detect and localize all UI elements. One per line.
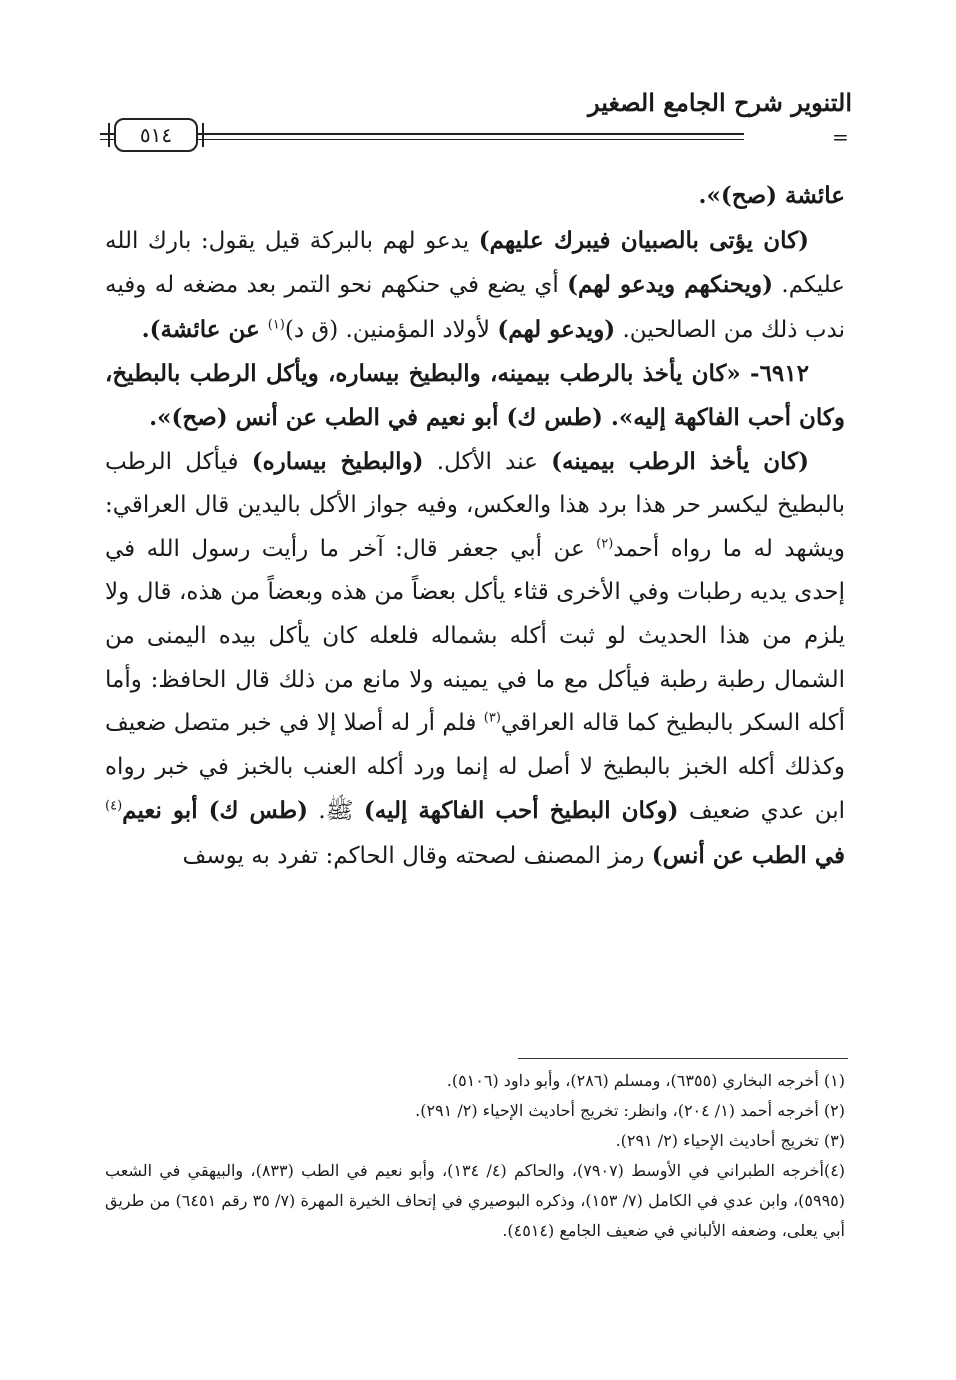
paragraph-commentary-2 (105, 440, 845, 879)
quoted-hadith-phrase: (كان يأخذ الرطب بيمينه) (551, 447, 810, 475)
commentary-text: عند الأكل. (423, 448, 552, 475)
footnote-separator (518, 1058, 848, 1059)
quoted-hadith-phrase: (والبطيخ بيساره) (251, 447, 424, 475)
footnote-reference[interactable]: (٢) (596, 536, 614, 552)
quoted-hadith-phrase: (ويحنكهم ويدعو لهم) (567, 271, 774, 299)
footnote-reference[interactable]: (٣) (483, 710, 501, 726)
commentary-text: يدعو لهم بالبركة قيل يقول: بارك الله عليكم. (105, 227, 845, 299)
footnote-reference[interactable]: (٤) (105, 798, 123, 814)
running-title: التنوير شرح الجامع الصغير (588, 88, 852, 117)
header-edge-mark: = (832, 125, 849, 149)
footnote-2: (٢) أخرجه أحمد (١/ ٢٠٤)، وانظر: تخريج أحاديث الإحياء (٢/ ٢٩١). (415, 1101, 845, 1120)
footnotes (105, 1066, 845, 1246)
commentary-text: فلم أر له أصلا إلا في خبر متصل ضعيف وكذلك أكله الخبز بالبطيخ لا أصل له إنما ورد أكله العنب بالخبز في خبر رواه ابن عدي ضعيف (105, 710, 846, 825)
quoted-hadith-phrase: (وكان البطيخ أحب الفاكهة إليه) (363, 797, 679, 825)
commentary-text: لأولاد المؤمنين. (ق د) (284, 316, 498, 343)
commentary-text: ﷺ. (308, 798, 364, 825)
commentary-text: رمز المصنف لصحته وقال الحاكم: تفرد به يوسف (182, 842, 652, 869)
footnote-1: (١) أخرجه البخاري (٦٣٥٥)، ومسلم (٢٨٦)، وأبو داود (٥١٠٦). (446, 1071, 845, 1090)
footnote-reference[interactable]: (١) (267, 317, 285, 333)
quoted-hadith-phrase: (ويدعو لهم) (497, 315, 616, 343)
page-number: ٥١٤ (114, 118, 198, 152)
paragraph-continuation (105, 174, 845, 219)
quoted-hadith-phrase: (كان يؤتى بالصبيان فيبرك عليهم) (478, 226, 809, 254)
quoted-hadith-phrase: (طس ك) أبو نعيم (122, 797, 309, 825)
commentary-text: عن أبي جعفر قال: آخر ما رأيت رسول الله في إحدى يديه رطبات وفي الأخرى قثاء يأكل بعضاً من هذه وبعضاً من هذه، قال ولا يلزم من هذا الحديث لو ثبت أكله بشماله فلعله كان يأكل بيده اليمنى من الشمال رطبة رطبة فيأكل مع ما في يمينه ولا مانع من ذلك قال الحافظ: وأما أكله السكر بالبطيخ كما قاله العراقي (105, 535, 846, 737)
commentary-text: فيأكل الرطب بالبطيخ ليكسر حر هذا برد هذا والعكس، وفيه جواز الأكل باليدين قال العراقي: ويشهد له ما رواه أحمد (105, 448, 845, 562)
page-header (100, 78, 852, 158)
paragraph-commentary-1 (105, 219, 845, 353)
quoted-hadith-phrase: في الطب عن أنس) (651, 841, 845, 869)
main-text (105, 174, 845, 879)
commentary-text: أي يضع في حنكهم نحو التمر بعد مضغه له وفيه ندب ذلك من الصالحين. (105, 272, 845, 343)
paragraph-hadith-6912: ٦٩١٢- «كان يأخذ بالرطب بيمينه، والبطيخ بيساره، ويأكل الرطب بالبطيخ، وكان أحب الفاكهة إليه». (طس ك) أبو نعيم في الطب عن أنس (صح)». (105, 360, 845, 431)
quoted-hadith-phrase: عن عائشة). (141, 315, 268, 343)
footnote-4: (٤)أخرجه الطبراني في الأوسط (٧٩٠٧)، والحاكم (٤/ ١٣٤)، وأبو نعيم في الطب (٨٣٣)، والبيهقي في الشعب (٥٩٩٥)، وابن عدي في الكامل (٧/ ١٥٣)، وذكره البوصيري في إتحاف الخيرة المهرة (٧/ ٣٥ رقم ٦٤٥١) من طريق أبي يعلى، وضعفه الألباني في ضعيف الجامع (٤٥١٤). (105, 1161, 846, 1240)
text-bold: عائشة (صح)». (698, 182, 845, 209)
footnote-3: (٣) تخريج أحاديث الإحياء (٢/ ٢٩١). (615, 1131, 845, 1150)
